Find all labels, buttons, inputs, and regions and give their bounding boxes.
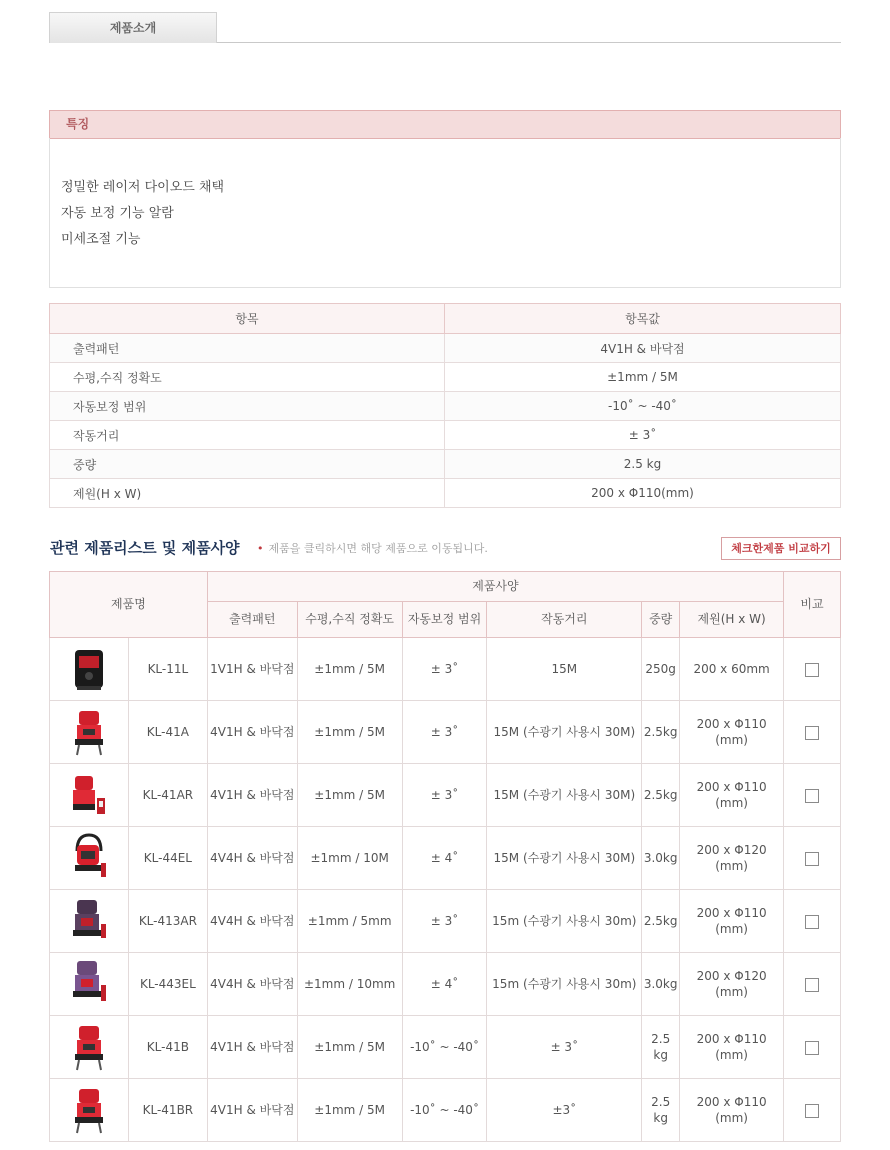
- product-model[interactable]: KL-413AR: [128, 890, 207, 953]
- product-row[interactable]: [50, 764, 841, 827]
- product-distance: 15M: [487, 638, 642, 701]
- product-range: -10˚ ~ -40˚: [402, 1016, 487, 1079]
- product-weight: 2.5kg: [642, 764, 680, 827]
- product-image-cell[interactable]: [50, 1079, 129, 1142]
- compare-cell: [784, 953, 841, 1016]
- spec-header-value: 항목값: [445, 304, 841, 334]
- compare-checkbox[interactable]: [805, 915, 819, 929]
- header-product-spec: 제품사양: [207, 572, 783, 602]
- product-image-cell[interactable]: [50, 701, 129, 764]
- feature-title: 특징: [49, 110, 841, 139]
- related-subtitle-text: 제품을 클릭하시면 해당 제품으로 이동됩니다.: [268, 542, 488, 555]
- spec-key: 중량: [50, 450, 445, 479]
- product-distance: ±3˚: [487, 1079, 642, 1142]
- spec-value: 200 x Φ110(mm): [445, 479, 841, 508]
- product-table: [49, 571, 841, 1142]
- spec-value: 4V1H & 바닥점: [445, 334, 841, 363]
- related-subtitle: [257, 540, 488, 556]
- spec-value: -10˚ ~ -40˚: [445, 392, 841, 421]
- header-size: 제원(H x W): [680, 602, 784, 638]
- spec-row: [50, 363, 841, 392]
- spec-row: [50, 392, 841, 421]
- product-pattern: 4V1H & 바닥점: [207, 1079, 297, 1142]
- laser-level-red-image[interactable]: [69, 705, 109, 759]
- product-image-cell[interactable]: [50, 1016, 129, 1079]
- compare-cell: [784, 701, 841, 764]
- related-title: 관련 제품리스트 및 제품사양: [50, 539, 240, 557]
- product-weight: 250g: [642, 638, 680, 701]
- header-pattern: 출력패턴: [207, 602, 297, 638]
- product-weight: 3.0kg: [642, 953, 680, 1016]
- product-size: 200 x Φ110 (mm): [680, 1079, 784, 1142]
- product-weight: 2.5kg: [642, 701, 680, 764]
- product-accuracy: ±1mm / 5M: [297, 764, 402, 827]
- laser-level-handle-image[interactable]: [69, 831, 109, 885]
- product-model[interactable]: KL-11L: [128, 638, 207, 701]
- compare-checkbox[interactable]: [805, 852, 819, 866]
- compare-cell: [784, 1016, 841, 1079]
- spec-key: 자동보정 범위: [50, 392, 445, 421]
- spec-row: [50, 334, 841, 363]
- product-accuracy: ±1mm / 5M: [297, 638, 402, 701]
- product-row[interactable]: [50, 1079, 841, 1142]
- product-size: 200 x Φ110 (mm): [680, 1016, 784, 1079]
- compare-checkbox[interactable]: [805, 1104, 819, 1118]
- spec-key: 수평,수직 정확도: [50, 363, 445, 392]
- product-range: ± 3˚: [402, 638, 487, 701]
- product-distance: 15M (수광기 사용시 30M): [487, 764, 642, 827]
- product-model[interactable]: KL-41AR: [128, 764, 207, 827]
- compare-cell: [784, 890, 841, 953]
- bullet-icon: •: [257, 542, 264, 555]
- spec-value: ± 3˚: [445, 421, 841, 450]
- tab-product-intro[interactable]: 제품소개: [49, 12, 217, 43]
- product-pattern: 1V1H & 바닥점: [207, 638, 297, 701]
- product-weight: 2.5kg: [642, 890, 680, 953]
- product-range: ± 4˚: [402, 827, 487, 890]
- product-pattern: 4V4H & 바닥점: [207, 827, 297, 890]
- product-model[interactable]: KL-443EL: [128, 953, 207, 1016]
- header-accuracy: 수평,수직 정확도: [297, 602, 402, 638]
- product-accuracy: ±1mm / 5M: [297, 1079, 402, 1142]
- spec-value: 2.5 kg: [445, 450, 841, 479]
- compare-checkbox[interactable]: [805, 663, 819, 677]
- product-row[interactable]: [50, 1016, 841, 1079]
- compare-checked-button[interactable]: 체크한제품 비교하기: [721, 537, 841, 560]
- product-pattern: 4V4H & 바닥점: [207, 953, 297, 1016]
- product-range: ± 3˚: [402, 701, 487, 764]
- compare-cell: [784, 1079, 841, 1142]
- product-accuracy: ±1mm / 10M: [297, 827, 402, 890]
- feature-item: 정밀한 레이저 다이오드 채택: [61, 180, 225, 195]
- header-compare: 비교: [784, 572, 841, 638]
- tab-bar: [49, 12, 841, 43]
- feature-list: [49, 138, 841, 288]
- product-distance: 15M (수광기 사용시 30M): [487, 827, 642, 890]
- product-model[interactable]: KL-41A: [128, 701, 207, 764]
- product-size: 200 x Φ120 (mm): [680, 827, 784, 890]
- spec-table: [49, 303, 841, 508]
- product-image-cell[interactable]: [50, 827, 129, 890]
- product-model[interactable]: KL-41BR: [128, 1079, 207, 1142]
- product-size: 200 x Φ110 (mm): [680, 890, 784, 953]
- compare-cell: [784, 827, 841, 890]
- compare-checkbox[interactable]: [805, 978, 819, 992]
- product-accuracy: ±1mm / 10mm: [297, 953, 402, 1016]
- spec-key: 제원(H x W): [50, 479, 445, 508]
- product-model[interactable]: KL-44EL: [128, 827, 207, 890]
- product-pattern: 4V1H & 바닥점: [207, 764, 297, 827]
- spec-row: [50, 421, 841, 450]
- compare-checkbox[interactable]: [805, 789, 819, 803]
- product-size: 200 x Φ120 (mm): [680, 953, 784, 1016]
- product-size: 200 x Φ110 (mm): [680, 764, 784, 827]
- header-weight: 중량: [642, 602, 680, 638]
- product-row[interactable]: [50, 827, 841, 890]
- product-accuracy: ±1mm / 5M: [297, 701, 402, 764]
- compare-checkbox[interactable]: [805, 1041, 819, 1055]
- product-model[interactable]: KL-41B: [128, 1016, 207, 1079]
- product-range: ± 3˚: [402, 890, 487, 953]
- product-distance: 15M (수광기 사용시 30M): [487, 701, 642, 764]
- product-row[interactable]: [50, 953, 841, 1016]
- product-image-cell[interactable]: [50, 953, 129, 1016]
- product-row[interactable]: [50, 638, 841, 701]
- product-accuracy: ±1mm / 5mm: [297, 890, 402, 953]
- spec-row: [50, 479, 841, 508]
- product-distance: 15m (수광기 사용시 30m): [487, 890, 642, 953]
- feature-item: 자동 보정 기능 알람: [61, 206, 174, 221]
- laser-level-box-image[interactable]: [69, 642, 109, 696]
- spec-key: 작동거리: [50, 421, 445, 450]
- product-weight: 2.5 kg: [642, 1079, 680, 1142]
- product-row[interactable]: [50, 701, 841, 764]
- laser-level-purple-image[interactable]: [69, 957, 109, 1011]
- spec-value: ±1mm / 5M: [445, 363, 841, 392]
- product-pattern: 4V1H & 바닥점: [207, 1016, 297, 1079]
- laser-level-red-receiver-image[interactable]: [69, 768, 109, 822]
- laser-level-dark-image[interactable]: [69, 894, 109, 948]
- compare-cell: [784, 638, 841, 701]
- header-product-name: 제품명: [50, 572, 208, 638]
- product-image-cell[interactable]: [50, 638, 129, 701]
- product-image-cell[interactable]: [50, 890, 129, 953]
- product-size: 200 x Φ110 (mm): [680, 701, 784, 764]
- product-weight: 2.5 kg: [642, 1016, 680, 1079]
- header-distance: 작동거리: [487, 602, 642, 638]
- laser-level-red-image[interactable]: [69, 1020, 109, 1074]
- product-distance: ± 3˚: [487, 1016, 642, 1079]
- product-weight: 3.0kg: [642, 827, 680, 890]
- product-distance: 15m (수광기 사용시 30m): [487, 953, 642, 1016]
- product-size: 200 x 60mm: [680, 638, 784, 701]
- product-image-cell[interactable]: [50, 764, 129, 827]
- compare-cell: [784, 764, 841, 827]
- product-accuracy: ±1mm / 5M: [297, 1016, 402, 1079]
- feature-item: 미세조절 기능: [61, 232, 141, 247]
- header-range: 자동보정 범위: [402, 602, 487, 638]
- product-range: ± 4˚: [402, 953, 487, 1016]
- product-pattern: 4V4H & 바닥점: [207, 890, 297, 953]
- spec-row: [50, 450, 841, 479]
- compare-checkbox[interactable]: [805, 726, 819, 740]
- laser-level-red-image[interactable]: [69, 1083, 109, 1137]
- product-pattern: 4V1H & 바닥점: [207, 701, 297, 764]
- product-range: -10˚ ~ -40˚: [402, 1079, 487, 1142]
- product-row[interactable]: [50, 890, 841, 953]
- spec-header-item: 항목: [50, 304, 445, 334]
- spec-key: 출력패턴: [50, 334, 445, 363]
- product-range: ± 3˚: [402, 764, 487, 827]
